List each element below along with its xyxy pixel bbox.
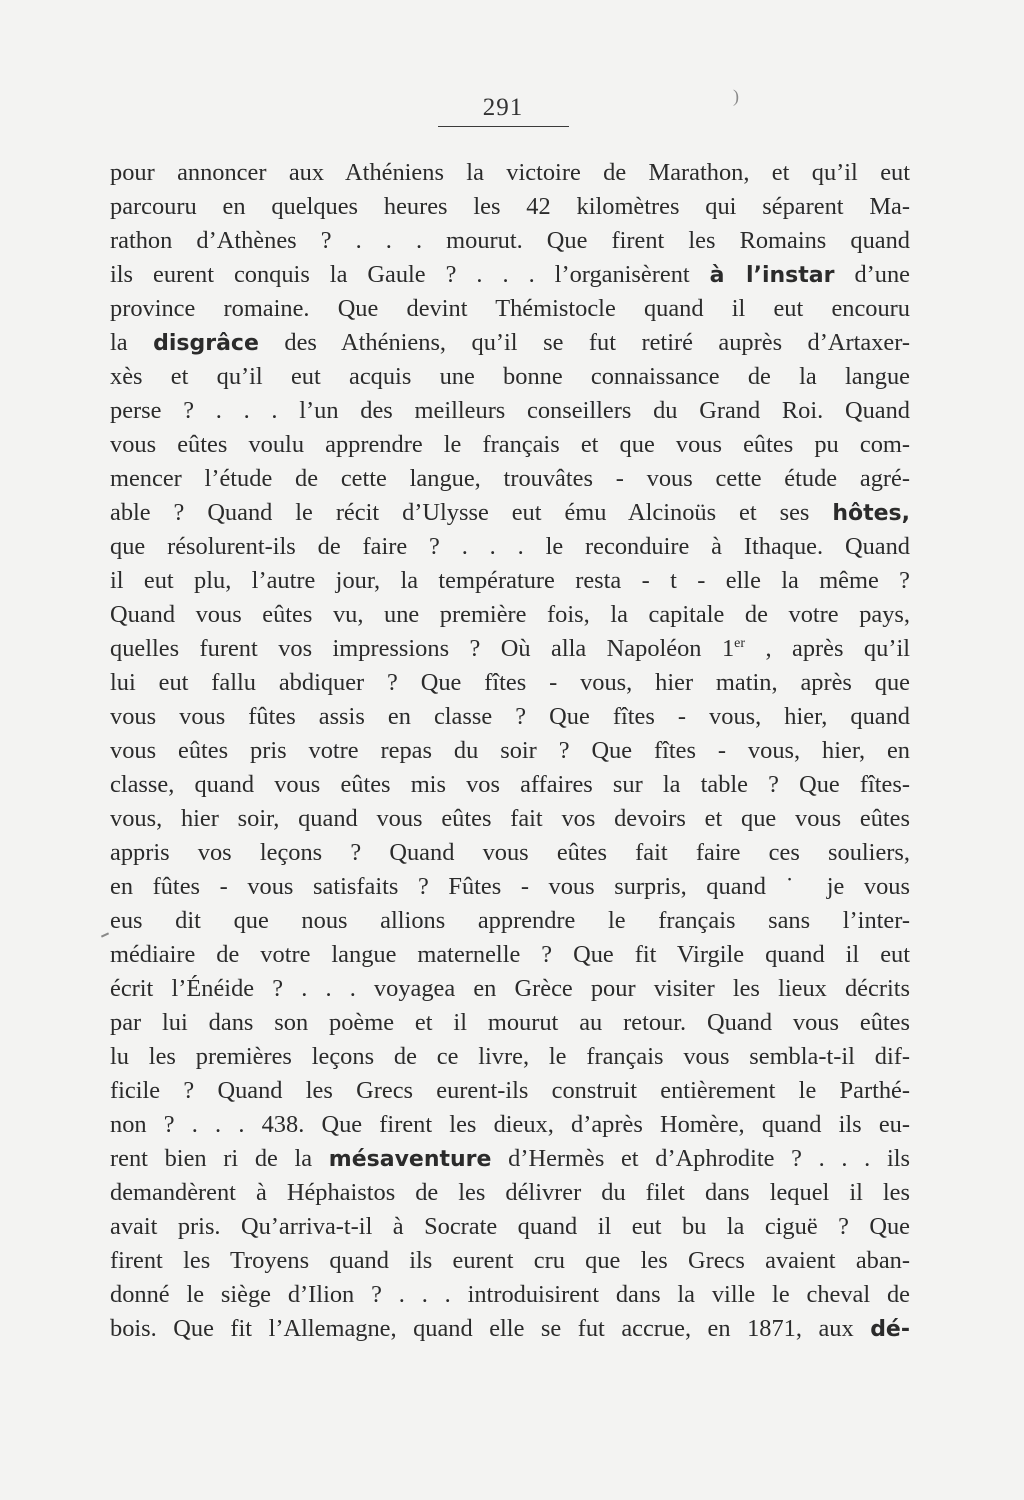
- text-segment: province romaine. Que devint Thémistocle quand il eut encouru: [110, 295, 910, 322]
- text-segment: médiaire de votre langue maternelle ? Que fit Virgile quand il eut: [110, 941, 910, 968]
- bold-term: à l’instar: [709, 263, 835, 288]
- bold-term: mésaventure: [328, 1147, 492, 1172]
- margin-mark: [101, 932, 109, 937]
- text-segment: able ? Quand le récit d’Ulysse eut ému Alcinoüs et ses: [110, 499, 833, 526]
- text-line: [110, 428, 910, 462]
- text-line: [110, 972, 910, 1006]
- text-line: [110, 156, 910, 190]
- text-segment: rathon d’Athènes ? . . . mourut. Que firent les Romains quand: [110, 227, 910, 254]
- bold-term: disgrâce: [153, 331, 259, 356]
- text-line: [110, 190, 910, 224]
- text-line: [110, 292, 910, 326]
- text-segment: ficile ? Quand les Grecs eurent-ils construit entièrement le Parthé-: [110, 1077, 910, 1104]
- text-line: [110, 1040, 910, 1074]
- text-line: [110, 462, 910, 496]
- text-segment: pour annoncer aux Athéniens la victoire de Marathon, et qu’il eut: [110, 159, 910, 186]
- text-line: [110, 1176, 910, 1210]
- text-segment: mencer l’étude de cette langue, trouvâtes - vous cette étude agré-: [110, 465, 910, 492]
- text-segment: écrit l’Énéide ? . . . voyagea en Grèce pour visiter les lieux décrits: [110, 975, 910, 1002]
- text-segment: avait pris. Qu’arriva-t-il à Socrate quand il eut bu la ciguë ? Que: [110, 1213, 910, 1240]
- text-line: [110, 938, 910, 972]
- text-segment: il eut plu, l’autre jour, la température resta - t - elle la même ?: [110, 567, 910, 594]
- superscript: er: [734, 635, 746, 651]
- text-line: [110, 1108, 910, 1142]
- text-line: [110, 224, 910, 258]
- text-line: [110, 1142, 910, 1176]
- text-line: [110, 1006, 910, 1040]
- text-line: [110, 836, 910, 870]
- text-segment: la: [110, 329, 154, 356]
- text-segment: lui eut fallu abdiquer ? Que fîtes - vous, hier matin, après que: [110, 669, 910, 696]
- text-segment: vous eûtes pris votre repas du soir ? Que fîtes - vous, hier, en: [110, 737, 910, 764]
- text-segment: quelles furent vos impressions ? Où alla Napoléon 1: [110, 635, 735, 662]
- text-segment: ils eurent conquis la Gaule ? . . . l’organisèrent: [110, 261, 710, 288]
- text-segment: d’une: [834, 261, 910, 288]
- text-line: [110, 700, 910, 734]
- text-line: [110, 904, 910, 938]
- text-segment: d’Hermès et d’Aphrodite ? . . . ils: [491, 1145, 910, 1172]
- text-segment: par lui dans son poème et il mourut au retour. Quand vous eûtes: [110, 1009, 910, 1036]
- text-line: [110, 734, 910, 768]
- text-segment: firent les Troyens quand ils eurent cru que les Grecs avaient aban-: [110, 1247, 910, 1274]
- text-segment: que résolurent-ils de faire ? . . . le reconduire à Ithaque. Quand: [110, 533, 910, 560]
- text-line: [110, 1312, 910, 1346]
- bold-term: hôtes,: [832, 501, 910, 526]
- text-segment: non ? . . . 438. Que firent les dieux, d’après Homère, quand ils eu-: [110, 1111, 910, 1138]
- text-segment: rent bien ri de la: [110, 1145, 329, 1172]
- text-line: [110, 1278, 910, 1312]
- text-line: [110, 1074, 910, 1108]
- text-segment: vous, hier soir, quand vous eûtes fait vos devoirs et que vous eûtes: [110, 805, 910, 832]
- text-line: [110, 394, 910, 428]
- page-number: 291: [482, 94, 524, 121]
- text-segment: classe, quand vous eûtes mis vos affaires sur la table ? Que fîtes-: [110, 771, 910, 798]
- text-line: [110, 530, 910, 564]
- text-segment: appris vos leçons ? Quand vous eûtes fait faire ces souliers,: [110, 839, 910, 866]
- body-text: [110, 156, 910, 1346]
- text-segment: eus dit que nous allions apprendre le français sans l’inter-: [110, 907, 910, 934]
- text-line: [110, 632, 910, 666]
- text-line: [110, 564, 910, 598]
- text-segment: donné le siège d’Ilion ? . . . introduisirent dans la ville le cheval de: [110, 1281, 910, 1308]
- text-segment: vous eûtes voulu apprendre le français et que vous eûtes pu com-: [110, 431, 910, 458]
- text-line: [110, 496, 910, 530]
- page-number-rule: [438, 126, 569, 127]
- text-line: [110, 768, 910, 802]
- text-line: [110, 326, 910, 360]
- bold-term: dé-: [870, 1317, 910, 1342]
- text-segment: des Athéniens, qu’il se fut retiré auprès d’Artaxer-: [258, 329, 910, 356]
- text-line: [110, 360, 910, 394]
- text-line: [110, 802, 910, 836]
- text-segment: , après qu’il: [745, 635, 910, 662]
- text-segment: Quand vous eûtes vu, une première fois, la capitale de votre pays,: [110, 601, 910, 628]
- text-segment: lu les premières leçons de ce livre, le français vous sembla-t-il dif-: [110, 1043, 910, 1070]
- text-segment: parcouru en quelques heures les 42 kilomètres qui séparent Ma-: [110, 193, 910, 220]
- text-segment: xès et qu’il eut acquis une bonne connaissance de la langue: [110, 363, 910, 390]
- text-line: [110, 598, 910, 632]
- text-segment: en fûtes - vous satisfaits ? Fûtes - vous surpris, quand ˙ je vous: [110, 873, 910, 900]
- text-line: [110, 870, 910, 904]
- text-segment: demandèrent à Héphaistos de les délivrer du filet dans lequel il les: [110, 1179, 910, 1206]
- text-line: [110, 1210, 910, 1244]
- text-line: [110, 1244, 910, 1278]
- text-line: [110, 258, 910, 292]
- stray-mark: ): [733, 86, 739, 106]
- text-segment: vous vous fûtes assis en classe ? Que fîtes - vous, hier, quand: [110, 703, 910, 730]
- text-segment: bois. Que fit l’Allemagne, quand elle se fut accrue, en 1871, aux: [110, 1315, 871, 1342]
- text-line: [110, 666, 910, 700]
- text-segment: perse ? . . . l’un des meilleurs conseillers du Grand Roi. Quand: [110, 397, 910, 424]
